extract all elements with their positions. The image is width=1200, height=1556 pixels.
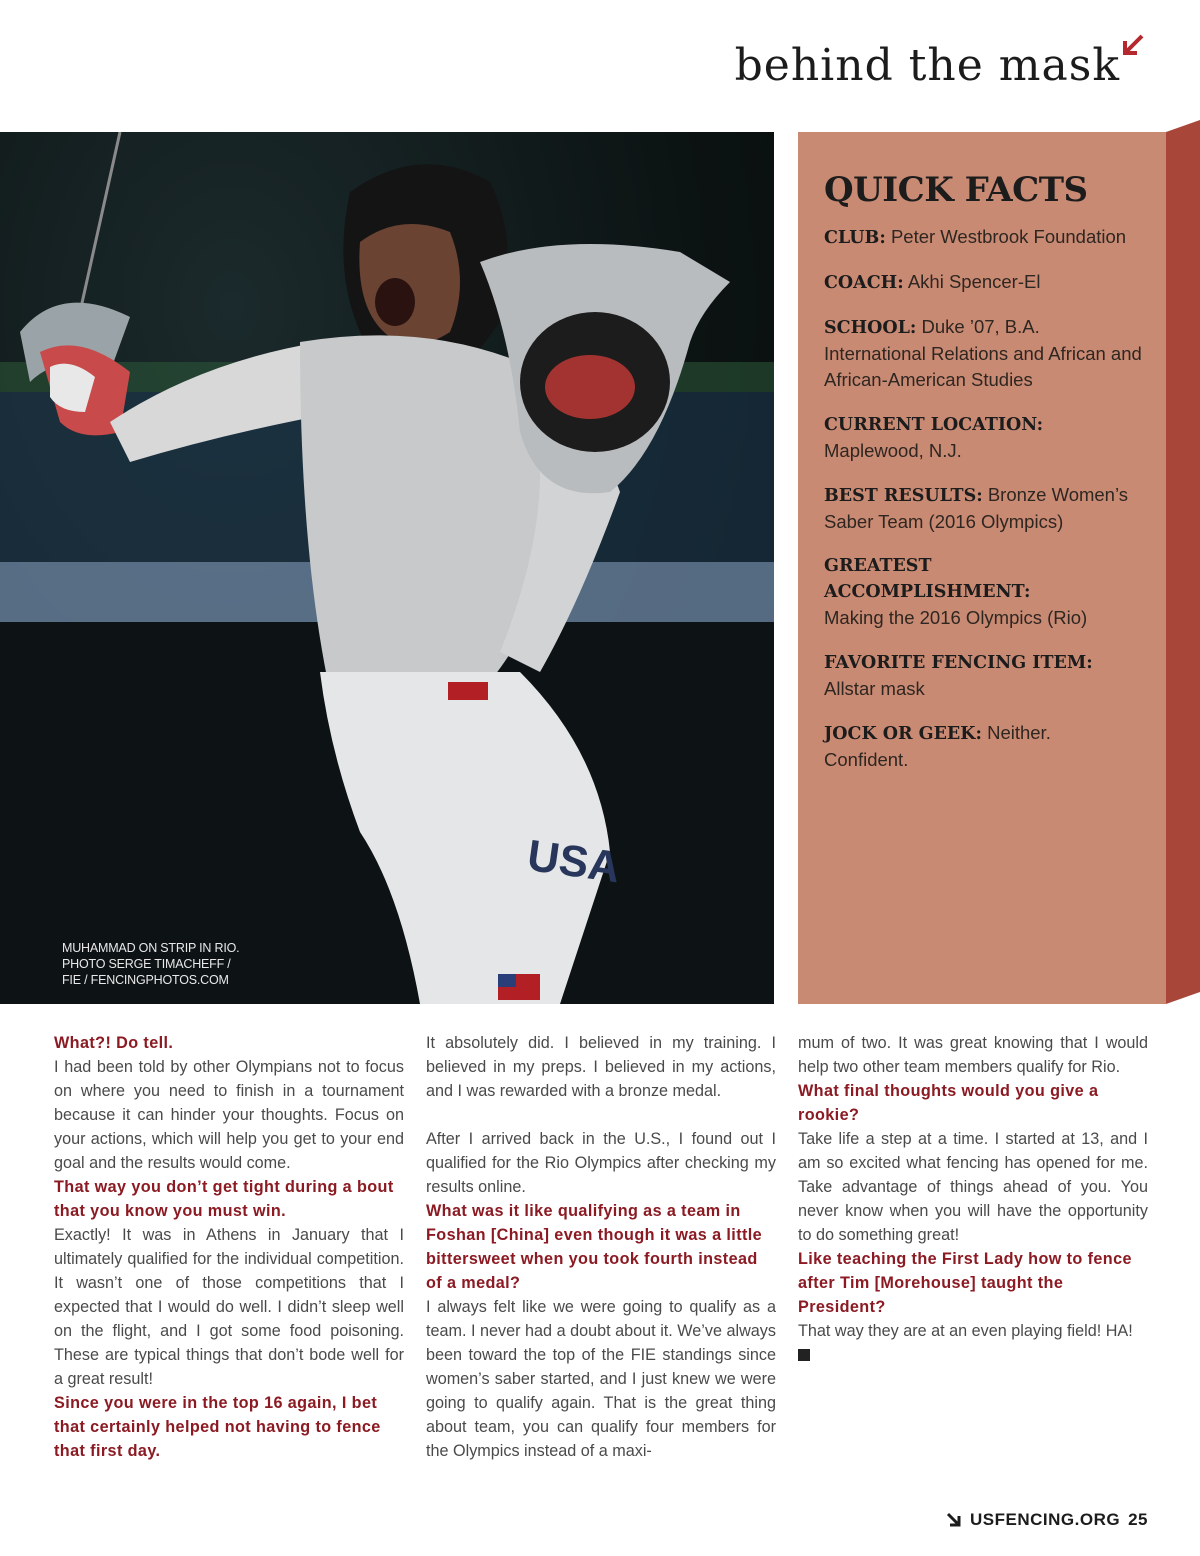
arrow-down-left-icon — [1120, 32, 1146, 58]
fact-club — [824, 224, 1144, 251]
hero-photo — [0, 132, 774, 1004]
interview-answer: I had been told by other Olympians not to focus on where you need to finish in a tournament because it can hinder your thoughts. Focus on your actions, which will help you get to your end goal and the results would come. — [54, 1058, 404, 1172]
quick-facts-heading: QUICK FACTS — [824, 170, 1088, 210]
fact-coach — [824, 269, 1144, 296]
fact-best-results — [824, 482, 1144, 535]
interview-answer: Take life a step at a time. I started at 13, and I am so excited what fencing has opened for me. Take advantage of things ahead of you. You never know when you will have the opportunity to do something great! — [798, 1130, 1148, 1244]
interview-question: Since you were in the top 16 again, I bet that certainly helped not having to fence that first day. — [54, 1394, 381, 1460]
fact-value: Allstar mask — [824, 678, 925, 699]
interview-answer: mum of two. It was great knowing that I would help two other team members qualify for Rio. — [798, 1034, 1148, 1076]
fact-value: Making the 2016 Olympics (Rio) — [824, 607, 1088, 628]
fact-label: SCHOOL: — [824, 318, 917, 338]
fact-label: CLUB: — [824, 228, 886, 248]
fact-location — [824, 411, 1144, 464]
fact-label: CURRENT LOCATION: — [824, 415, 1044, 435]
page-footer — [946, 1510, 1148, 1530]
fact-value: Maplewood, N.J. — [824, 440, 962, 461]
fact-accomplishment — [824, 553, 1144, 631]
caption-line: MUHAMMAD ON STRIP IN RIO. — [62, 941, 240, 955]
fact-value: Duke ’07, B.A. International Relations and African and African-American Studies — [824, 316, 1142, 390]
interview-answer: That way they are at an even playing field! HA! — [798, 1322, 1133, 1340]
interview-question: Like teaching the First Lady how to fence after Tim [Morehouse] taught the President? — [798, 1250, 1132, 1316]
fact-value: Neither. Confident. — [824, 722, 1051, 770]
photo-caption — [62, 940, 262, 988]
fact-label: BEST RESULTS: — [824, 486, 983, 506]
arrow-down-right-icon — [946, 1512, 962, 1528]
caption-line: FIE / FENCINGPHOTOS.COM — [62, 973, 229, 987]
interview-question: What was it like qualifying as a team in Foshan [China] even though it was a little bittersweet when you took fourth instead of a medal? — [426, 1202, 763, 1292]
interview-question: That way you don’t get tight during a bout that you know you must win. — [54, 1178, 394, 1220]
fact-favorite-item — [824, 649, 1144, 702]
fact-jock-or-geek — [824, 720, 1064, 773]
fact-value: Akhi Spencer-El — [907, 271, 1041, 292]
article-column-3 — [798, 1031, 1148, 1368]
end-mark-icon — [798, 1349, 810, 1361]
page-number: 25 — [1128, 1510, 1148, 1529]
fact-school — [824, 314, 1144, 393]
fact-label: FAVORITE FENCING ITEM: — [824, 653, 1093, 673]
interview-answer: It absolutely did. I believed in my training. I believed in my preps. I believed in my actions, and I was rewarded with a bronze medal. — [426, 1034, 776, 1100]
panel-edge-shape — [1166, 120, 1200, 1004]
fact-label: COACH: — [824, 273, 904, 293]
interview-answer: After I arrived back in the U.S., I found out I qualified for the Rio Olympics after checking my results online. — [426, 1130, 776, 1196]
interview-answer: Exactly! It was in Athens in January that I ultimately qualified for the individual competition. It wasn’t one of those competitions that I expected that I would do well. I didn’t sleep well on the flight, and I got some food poisoning. These are typical things that don’t bode well for a great result! — [54, 1226, 404, 1388]
quick-facts-list — [824, 224, 1144, 791]
fact-value: Peter Westbrook Foundation — [890, 226, 1127, 247]
fact-label: JOCK OR GEEK: — [824, 724, 982, 744]
section-title: behind the mask — [734, 40, 1120, 91]
interview-question: What final thoughts would you give a rookie? — [798, 1082, 1099, 1124]
interview-question: What?! Do tell. — [54, 1034, 174, 1052]
fact-label: GREATEST ACCOMPLISHMENT: — [824, 556, 1031, 602]
footer-site-link[interactable]: USFENCING.ORG — [970, 1510, 1121, 1529]
article-column-1 — [54, 1031, 404, 1463]
fencer-illustration — [0, 132, 774, 1004]
jersey-text: USA — [524, 830, 624, 893]
caption-line: PHOTO SERGE TIMACHEFF / — [62, 957, 231, 971]
interview-answer: I always felt like we were going to qualify as a team. I never had a doubt about it. We’ve always been toward the top of the FIE standings since women’s saber started, and I just knew we were going to qualify again. That is the great thing about team, you can qualify four members for the Olympics instead of a maxi- — [426, 1298, 776, 1460]
article-column-2 — [426, 1031, 776, 1463]
quick-facts-panel — [798, 132, 1166, 1004]
fact-value: Bronze Women’s Saber Team (2016 Olympics) — [824, 484, 1128, 532]
